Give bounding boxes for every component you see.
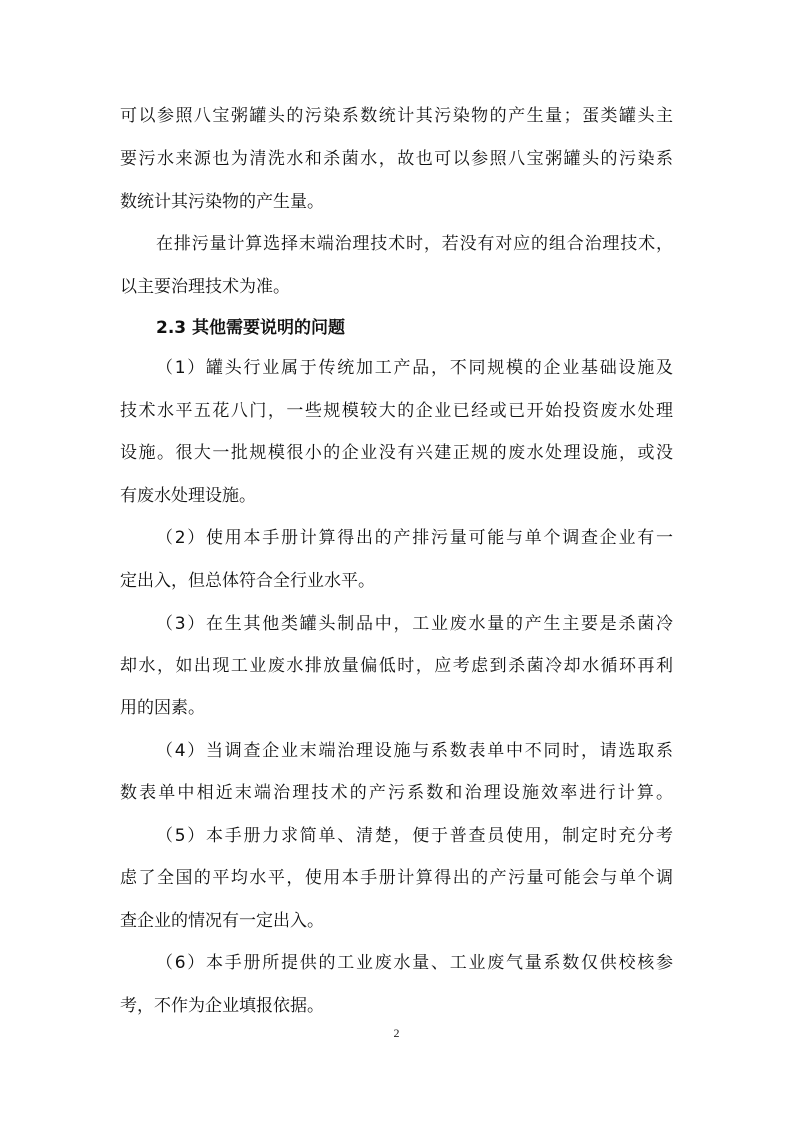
list-item-line: （5）本手册力求简单、清楚，便于普查员使用，制定时充分考 <box>156 826 673 846</box>
list-item-line: （3）在生其他类罐头制品中，工业废水量的产生主要是杀菌冷 <box>156 614 673 634</box>
list-item-line: 数表单中相近末端治理技术的产污系数和治理设施效率进行计算。 <box>120 783 673 803</box>
body-text-line: 要污水来源也为清洗水和杀菌水，故也可以参照八宝粥罐头的污染系 <box>120 149 673 169</box>
list-item-line: 却水，如出现工业废水排放量偏低时，应考虑到杀菌冷却水循环再利 <box>120 656 673 676</box>
body-text-line: 可以参照八宝粥罐头的污染系数统计其污染物的产生量；蛋类罐头主 <box>120 106 673 126</box>
list-item-line: 用的因素。 <box>120 698 205 718</box>
list-item-line: 定出入，但总体符合全行业水平。 <box>120 571 375 591</box>
body-text-line: 以主要治理技术为准。 <box>120 277 290 297</box>
list-item-line: 设施。很大一批规模很小的企业没有兴建正规的废水处理设施，或没 <box>120 443 673 463</box>
list-item-line: 虑了全国的平均水平，使用本手册计算得出的产污量可能会与单个调 <box>120 868 673 888</box>
section-heading: 2.3 其他需要说明的问题 <box>156 318 346 338</box>
list-item-line: 考，不作为企业填报依据。 <box>120 996 324 1016</box>
list-item-line: （4）当调查企业末端治理设施与系数表单中不同时，请选取系 <box>156 741 673 761</box>
list-item-line: 有废水处理设施。 <box>120 486 256 506</box>
list-item-line: （2）使用本手册计算得出的产排污量可能与单个调查企业有一 <box>156 528 673 548</box>
list-item-line: （6）本手册所提供的工业废水量、工业废气量系数仅供校核参 <box>156 953 673 973</box>
body-text-line: 数统计其污染物的产生量。 <box>120 192 324 212</box>
list-item-line: 技术水平五花八门，一些规模较大的企业已经或已开始投资废水处理 <box>120 401 673 421</box>
list-item-line: 查企业的情况有一定出入。 <box>120 911 324 931</box>
list-item-line: （1）罐头行业属于传统加工产品，不同规模的企业基础设施及 <box>156 358 673 378</box>
body-text-line: 在排污量计算选择末端治理技术时，若没有对应的组合治理技术， <box>156 234 673 254</box>
page-number: 2 <box>393 1026 400 1040</box>
